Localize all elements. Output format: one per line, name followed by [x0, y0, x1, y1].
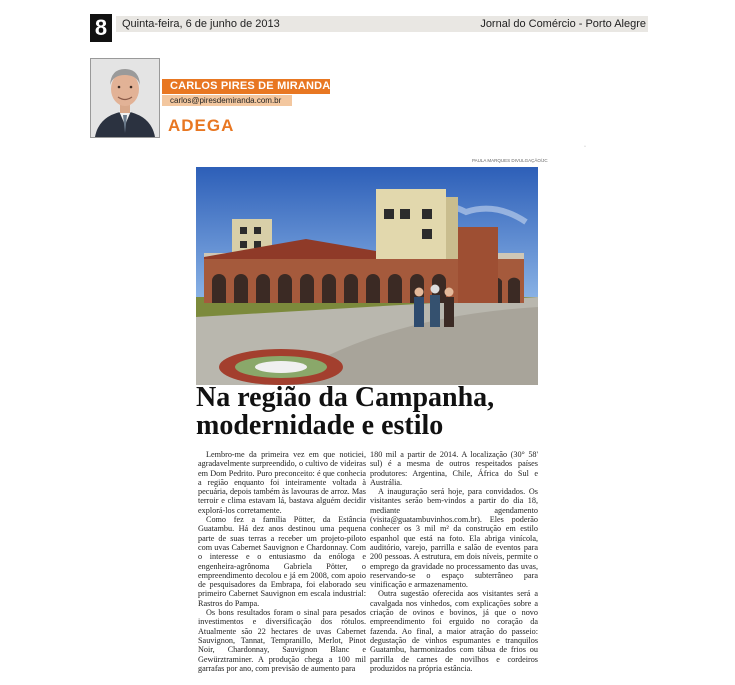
article-paragraph: Os bons resultados foram o sinal para pesados investimentos e diversificação dos rótulos. Atualmente são 22 hectares de uvas Cabernet Sauvignon, Tannat, Tempranillo, Merlot, Pinot Noir, Chardonnay, Sauvignon Blanc e Gewürztraminer. A produção chega a 100 mil garrafas por ano, com previsão de aumento para	[198, 608, 366, 673]
section-title: ADEGA	[168, 116, 235, 135]
dot-mark: ·	[584, 144, 586, 150]
columnist-photo	[90, 58, 160, 138]
article-paragraph: Como fez a família Pötter, da Estância Guatambu. Há dez anos destinou uma pequena parte de suas terras a receber um projeto-piloto com uvas Cabernet Sauvignon e Chardonnay. Com o interesse e o entusiasmo da enóloga e engenheira-agrônoma Gabriela Pötter, o empreendimento decolou e já em 2008, com apoio de pesquisadores da Embrapa, foi elaborado seu primeiro Cabernet Sauvignon em escala industrial: Rastros do Pampa.	[198, 515, 366, 608]
columnist-portrait-illustration	[91, 59, 159, 137]
columnist-email[interactable]: carlos@piresdemiranda.com.br	[170, 96, 282, 105]
header-newspaper-name: Jornal do Comércio - Porto Alegre	[480, 18, 646, 30]
article-headline: Na região da Campanha, modernidade e estilo	[196, 382, 495, 441]
article-paragraph: Lembro-me da primeira vez em que noticiei, agradavelmente surpreendido, o cultivo de videiras em Dom Pedrito. Puro preconceito: é que conhecia a região enquanto foi inteiramente voltada à pecuária, depois também às lavouras de arroz. Mas terroir e clima estavam lá, bastava alguém decidir explorá-los corretamente.	[198, 450, 366, 515]
article-paragraph: 180 mil a partir de 2014. A localização (30° 58' sul) é a mesma de outros respeitados países produtores: Argentina, Chile, África do Sul e Austrália.	[370, 450, 538, 487]
winery-photo	[196, 167, 538, 385]
page-header	[90, 14, 650, 40]
page-number: 8	[90, 14, 112, 42]
article-column-2	[370, 450, 538, 673]
columnist-name: CARLOS PIRES DE MIRANDA	[170, 80, 331, 92]
article-paragraph: Outra sugestão oferecida aos visitantes será a cavalgada nos vinhedos, com explicações sobre a criação de ovinos e bovinos, já que o novo empreendimento foi erguido no coração da fazenda. Ao final, a maior atração do passeio: degustação de vinhos espumantes e tranquilos Guatambu, harmonizados com tábua de frios ou parrilla de carnes de novilhos e cordeiros produzidos na própria estância.	[370, 589, 538, 673]
article-column-1	[198, 450, 366, 673]
winery-building-illustration	[196, 167, 538, 385]
header-date: Quinta-feira, 6 de junho de 2013	[122, 18, 280, 30]
photo-credit: PAULA MARQUES DIVULGAÇÃO/JC	[472, 158, 548, 163]
article-paragraph: A inauguração será hoje, para convidados. Os visitantes serão bem-vindos a partir do dia 18, mediante agendamento (visita@guatambuvinhos.com.br). Eles poderão conhecer os 3 mil m² da construção em estilo espanhol que está na foto. Ela abriga vinícola, auditório, varejo, parrilla e salão de eventos para 200 pessoas. A estrutura, em dois níveis, permite o emprego da gravidade no processamento das uvas, reservando-se o espaço subterrâneo para vinificação e armazenamento.	[370, 487, 538, 590]
